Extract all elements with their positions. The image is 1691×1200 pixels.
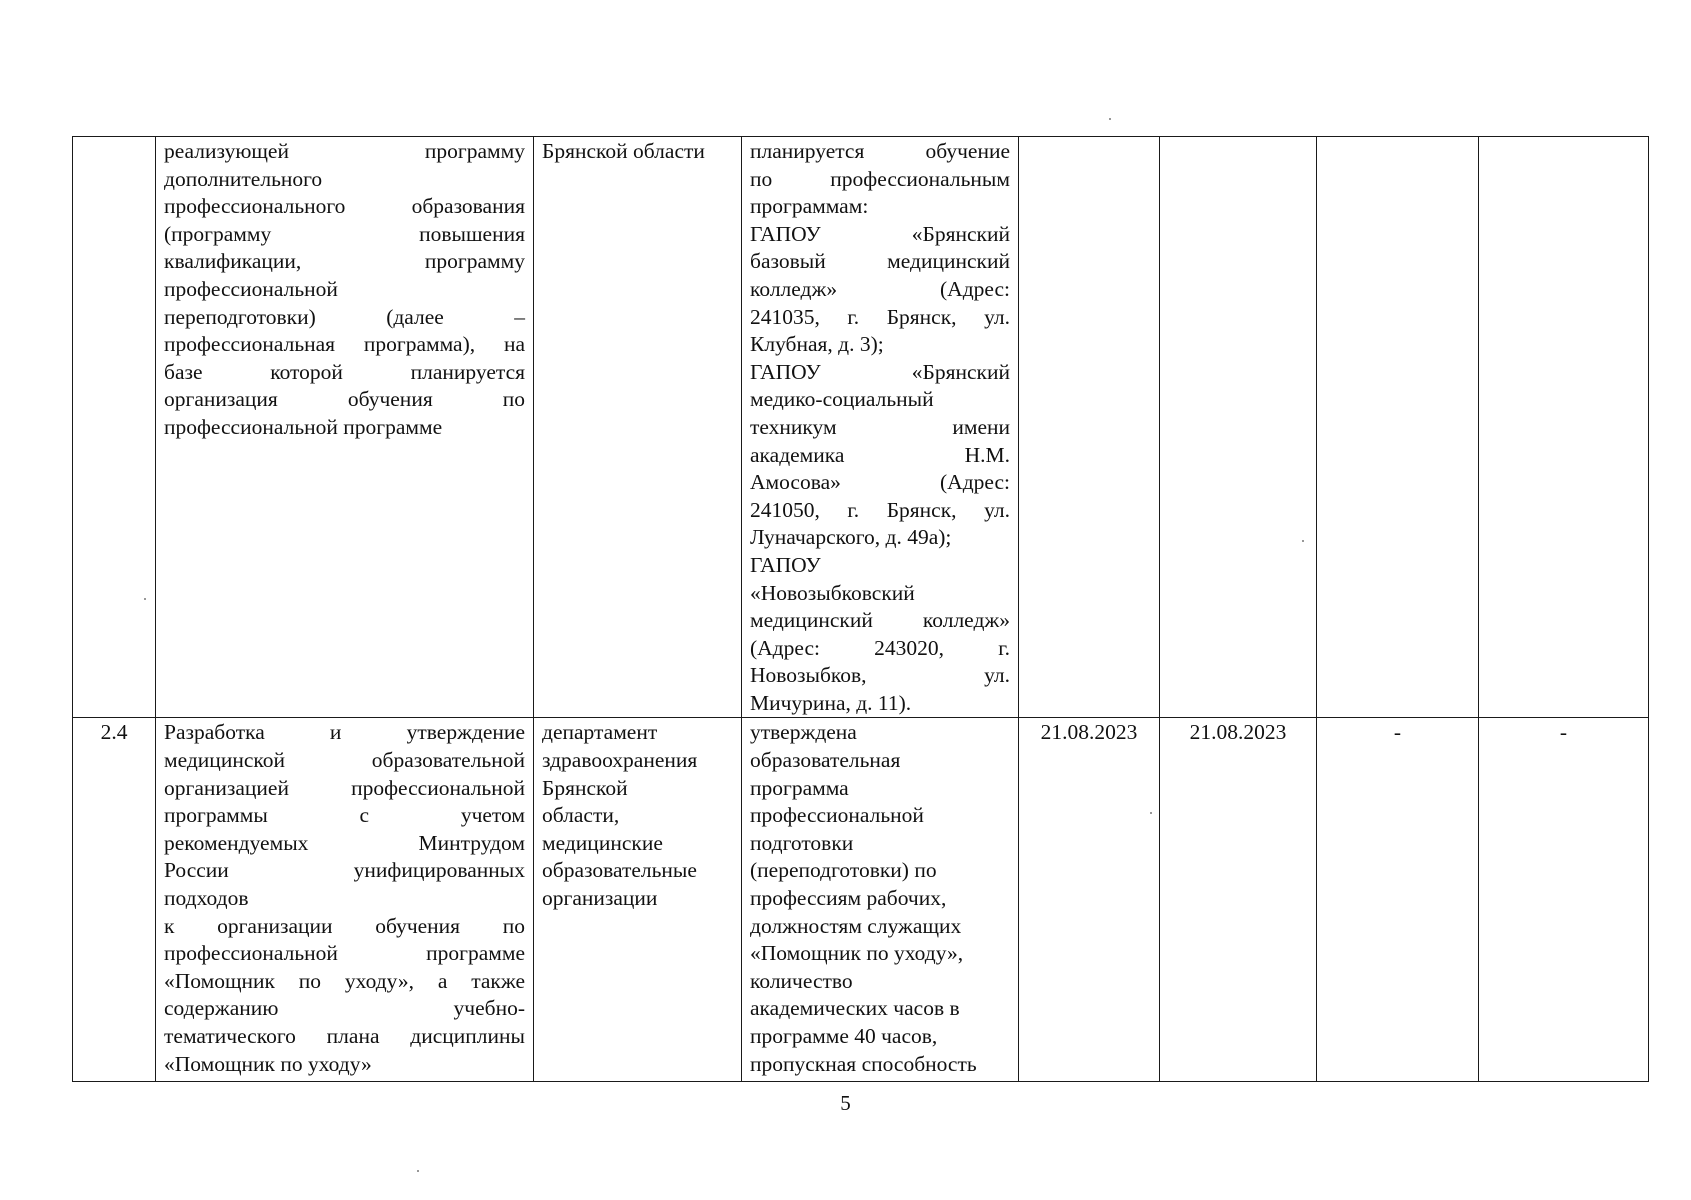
result-line: образовательная	[750, 748, 901, 773]
responsible-line: Брянской области	[542, 139, 705, 163]
result-line: «Помощник по уходу»,	[750, 941, 964, 966]
activity-line: Разработка и утверждение	[164, 720, 525, 745]
result-cell	[742, 137, 1019, 718]
activity-line: программы с учетом	[164, 803, 525, 828]
activity-line: (программу повышения	[164, 221, 525, 246]
result-line: «Новозыбковский	[750, 580, 915, 605]
column-7-cell	[1317, 718, 1479, 1082]
start-date-cell	[1019, 137, 1160, 718]
activity-line: профессиональной программе	[164, 941, 525, 966]
result-line: пропускная способность	[750, 1051, 977, 1076]
result-line: академика Н.М.	[750, 442, 1010, 467]
result-line: Амосова» (Адрес:	[750, 470, 1010, 495]
result-line: 241050, г. Брянск, ул.	[750, 497, 1010, 522]
result-line: (переподготовки) по	[750, 858, 937, 883]
activity-line: «Помощник по уходу», а также	[164, 968, 525, 993]
activity-cell	[156, 137, 534, 718]
column-7-value: -	[1393, 720, 1402, 745]
activity-line: профессиональной	[164, 276, 338, 301]
activity-line: медицинской образовательной	[164, 748, 525, 773]
activity-line: России унифицированных	[164, 858, 525, 883]
result-line: программа	[750, 775, 849, 800]
plan-table	[72, 136, 1649, 1082]
row-number-cell	[73, 137, 156, 718]
result-line: должностям служащих	[750, 913, 962, 938]
result-line: по профессиональным	[750, 166, 1010, 191]
activity-line: организацией профессиональной	[164, 775, 525, 800]
scan-speck	[417, 1170, 419, 1172]
result-line: медицинский колледж»	[750, 608, 1010, 633]
responsible-cell	[534, 137, 742, 718]
result-line: Луначарского, д. 49а);	[750, 525, 952, 550]
result-line: утверждена	[750, 720, 857, 745]
result-line: ГАПОУ	[750, 552, 821, 577]
column-8-cell	[1479, 718, 1649, 1082]
result-line: профессиональной	[750, 803, 924, 828]
activity-line: базе которой планируется	[164, 359, 525, 384]
result-line: ГАПОУ «Брянский	[750, 221, 1010, 246]
result-line: Клубная, д. 3);	[750, 332, 884, 357]
responsible-cell	[534, 718, 742, 1082]
responsible-line: департамент	[542, 720, 658, 745]
activity-line: дополнительного	[164, 166, 323, 191]
result-line: планируется обучение	[750, 139, 1010, 163]
responsible-line: образовательные	[542, 858, 697, 883]
end-date-cell	[1160, 137, 1317, 718]
activity-cell	[156, 718, 534, 1082]
scan-speck	[1150, 812, 1152, 814]
result-line: (Адрес: 243020, г.	[750, 635, 1010, 660]
activity-line: содержанию учебно-	[164, 996, 525, 1021]
activity-line: тематического плана дисциплины	[164, 1024, 525, 1048]
result-line: количество	[750, 968, 853, 993]
result-line: академических часов в	[750, 996, 960, 1021]
result-line: Мичурина, д. 11).	[750, 690, 912, 715]
scan-speck	[1302, 540, 1304, 542]
result-line: подготовки	[750, 830, 854, 855]
result-line: базовый медицинский	[750, 249, 1010, 274]
responsible-line: здравоохранения	[542, 748, 698, 773]
column-8-cell	[1479, 137, 1649, 718]
column-8-value: -	[1559, 720, 1568, 745]
row-number: 2.4	[100, 720, 128, 745]
column-7-cell	[1317, 137, 1479, 718]
result-line: профессиям рабочих,	[750, 886, 947, 911]
activity-line: «Помощник по уходу»	[164, 1051, 372, 1076]
activity-line: профессиональной программе	[164, 414, 443, 439]
activity-line: к организации обучения по	[164, 913, 525, 938]
result-cell	[742, 718, 1019, 1082]
activity-line: организация обучения по	[164, 387, 525, 412]
activity-line: переподготовки) (далее –	[164, 304, 525, 329]
result-line: техникум имени	[750, 414, 1010, 439]
activity-line: подходов	[164, 886, 249, 911]
result-line: ГАПОУ «Брянский	[750, 359, 1010, 384]
end-date-cell	[1160, 718, 1317, 1082]
activity-line: квалификации, программу	[164, 249, 525, 274]
end-date: 21.08.2023	[1189, 720, 1287, 745]
result-line: Новозыбков, ул.	[750, 663, 1010, 688]
start-date-cell	[1019, 718, 1160, 1082]
result-line: программам:	[750, 194, 869, 219]
table-row	[73, 718, 1649, 1082]
activity-line: профессионального образования	[164, 194, 525, 219]
start-date: 21.08.2023	[1040, 720, 1138, 745]
scan-speck	[1109, 118, 1111, 120]
result-line: 241035, г. Брянск, ул.	[750, 304, 1010, 329]
result-line: программе 40 часов,	[750, 1024, 938, 1048]
activity-line: профессиональная программа), на	[164, 332, 525, 357]
responsible-line: области,	[542, 803, 620, 828]
result-line: колледж» (Адрес:	[750, 276, 1010, 301]
activity-line: рекомендуемых Минтрудом	[164, 830, 525, 855]
activity-line: реализующей программу	[164, 139, 525, 163]
responsible-line: медицинские	[542, 830, 663, 855]
responsible-line: организации	[542, 886, 658, 911]
scan-speck	[144, 598, 146, 600]
row-number-cell	[73, 718, 156, 1082]
result-line: медико-социальный	[750, 387, 934, 412]
page-number: 5	[840, 1091, 851, 1115]
responsible-line: Брянской	[542, 775, 628, 800]
table-row	[73, 137, 1649, 718]
